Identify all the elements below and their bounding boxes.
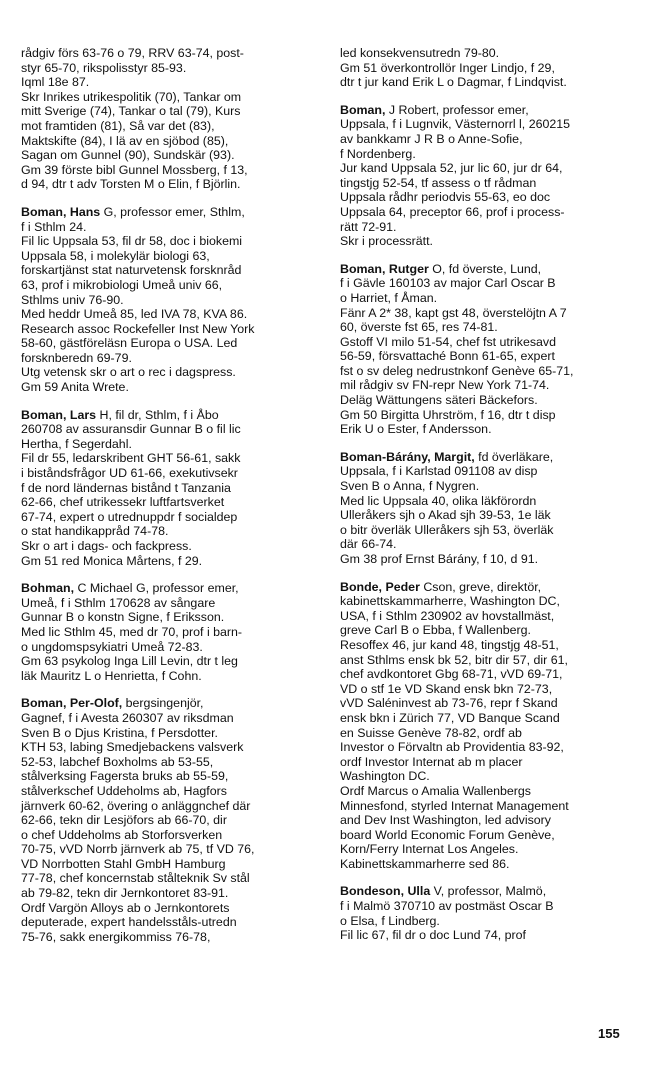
entry-text-line: Skr Inrikes utrikespolitik (70), Tankar om	[21, 89, 242, 104]
entry-text-line: Gm 38 prof Ernst Bárány, f 10, d 91.	[340, 552, 539, 566]
entry-heading-rest: C Michael G, professor emer,	[74, 581, 239, 596]
entry-surname: Boman-Bárány, Margit,	[340, 449, 475, 464]
entry-text-line: mil rådgiv sv FN-repr New York 71-74.	[340, 378, 550, 393]
entry-text-line: mot framtiden (81), Så var det (83),	[21, 118, 215, 133]
entry-text-line: 75-76, sakk energikommiss 76-78,	[21, 929, 211, 944]
entry-text-line: Ordf Marcus o Amalia Wallenbergs	[340, 783, 531, 798]
entry-heading	[340, 103, 640, 118]
entry-text-line: 58-60, gästföreläsn Europa o USA. Led	[21, 336, 238, 351]
entry-text-line: f i Malmö 370710 av postmäst Oscar B	[340, 899, 554, 914]
entry-text-line: mitt Sverige (74), Tankar o tal (79), Kurs	[21, 104, 241, 119]
entry-text-line: Gm 51 red Monica Mårtens, f 29.	[21, 553, 203, 568]
entry-text-line: Med lic Sthlm 45, med dr 70, prof i barn-	[21, 624, 243, 639]
entry-text-line: Jur kand Uppsala 52, jur lic 60, jur dr 64,	[340, 161, 563, 176]
entry-text-line: Ordf Vargön Alloys ab o Jernkontorets	[21, 900, 230, 915]
entry-text-line: f i Gävle 160103 av major Carl Oscar B	[340, 276, 556, 291]
directory-entry	[340, 884, 640, 942]
entry-surname: Bohman,	[21, 581, 75, 596]
entry-heading	[340, 884, 640, 899]
entry-text-line: Sthlms univ 76-90.	[21, 292, 124, 307]
entry-text-line: o ungdomspsykiatri Umeå 72-83.	[21, 639, 203, 654]
entry-text-line: 60, överste fst 65, res 74-81.	[340, 320, 498, 335]
entry-text-line: Sagan om Gunnel (90), Sundskär (93).	[21, 148, 235, 163]
entry-text-line: Fil dr 55, ledarskribent GHT 56-61, sakk	[21, 451, 241, 466]
entry-text-line: 62-66, tekn dir Lesjöfors ab 66-70, dir	[21, 813, 227, 828]
entry-text-line: Kabinettskammarherre sed 86.	[340, 856, 510, 871]
entry-heading	[340, 450, 640, 465]
entry-text-line: anst Sthlms ensk bk 52, bitr dir 57, dir 61,	[340, 652, 568, 667]
entry-text-line: greve Carl B o Ebba, f Wallenberg.	[340, 623, 532, 638]
entry-text-line: 70-75, vVD Norrb järnverk ab 75, tf VD 76,	[21, 842, 255, 857]
entry-text-line: järnverk 60-62, övering o anläggnchef där	[21, 798, 251, 813]
entry-text-line: o bitr överläk Ulleråkers sjh 53, överläk	[340, 522, 554, 537]
entry-text-line: ensk bkn i Zürich 77, VD Banque Scand	[340, 710, 560, 725]
entry-text-line: ab 79-82, tekn dir Jernkontoret 83-91.	[21, 886, 229, 901]
directory-entry	[21, 205, 321, 395]
entry-heading-rest: J Robert, professor emer,	[385, 102, 529, 117]
entry-text-line: tingstjg 52-54, tf assess o tf rådman	[340, 175, 537, 190]
entry-text-line: Sven B o Djus Kristina, f Persdotter.	[21, 725, 218, 740]
entry-text-line: Gm 63 psykolog Inga Lill Levin, dtr t leg	[21, 654, 238, 669]
entry-text-line: Resoffex 46, jur kand 48, tingstjg 48-51,	[340, 637, 559, 652]
entry-surname: Boman,	[340, 261, 386, 276]
entry-text-line: Uppsala rådhr periodvis 55-63, eo doc	[340, 190, 551, 205]
directory-entry	[340, 580, 640, 872]
entry-text-line: Research assoc Rockefeller Inst New York	[21, 321, 255, 336]
entry-text-line: f i Sthlm 24.	[21, 219, 87, 234]
entry-heading-rest: bergsingenjör,	[122, 696, 204, 711]
entry-text-line: Med heddr Umeå 85, led IVA 78, KVA 86.	[21, 307, 248, 322]
entry-text-line: forskartjänst stat naturvetensk forsknråd	[21, 263, 242, 278]
entry-text-line: Uppsala, f i Karlstad 091108 av disp	[340, 464, 538, 479]
page-number: 155	[598, 1026, 620, 1041]
entry-heading	[340, 262, 640, 277]
entry-text-line: rätt 72-91.	[340, 219, 397, 234]
entry-heading-rest: G, professor emer, Sthlm,	[100, 204, 245, 219]
entry-text-line: o stat handikappråd 74-78.	[21, 524, 169, 539]
entry-text-line: där 66-74.	[340, 537, 397, 552]
directory-entry	[21, 581, 321, 683]
entry-given-name: Lars	[69, 407, 97, 422]
entry-text-line: stålverksing Fagersta bruks ab 55-59,	[21, 769, 229, 784]
entry-text-line: Skr o art i dags- och fackpress.	[21, 539, 192, 553]
entry-text-line: en Suisse Genève 78-82, ordf ab	[340, 725, 522, 740]
entry-text-line: Med lic Uppsala 40, olika läkförordn	[340, 493, 537, 508]
directory-entry	[340, 46, 640, 90]
entry-text-line: o Harriet, f Åman.	[340, 290, 438, 305]
entry-given-name: Hans	[69, 204, 101, 219]
entry-text-line: ordf Investor Internat ab m placer	[340, 754, 523, 769]
entry-text-line: Iqml 18e 87.	[21, 75, 90, 90]
entry-text-line: Gm 51 överkontrollör Inger Lindjo, f 29,	[340, 60, 555, 75]
entry-text-line: and Dev Inst Washington, led advisory	[340, 813, 551, 828]
entry-surname: Boman,	[340, 102, 386, 117]
entry-text-line: Gm 50 Birgitta Uhrström, f 16, dtr t disp	[340, 407, 556, 422]
directory-entry	[21, 46, 321, 192]
entry-text-line: i biståndsfrågor UD 61-66, exekutivsekr	[21, 466, 238, 481]
entry-heading	[21, 581, 321, 596]
entry-heading-rest: O, fd överste, Lund,	[428, 261, 542, 276]
entry-text-line: Ulleråkers sjh o Akad sjh 39-53, 1e läk	[340, 508, 551, 523]
entry-text-line: USA, f i Sthlm 230902 av hovstallmäst,	[340, 608, 555, 623]
entry-text-line: Gm 39 förste bibl Gunnel Mossberg, f 13,	[21, 162, 248, 177]
entry-text-line: Skr i processrätt.	[340, 234, 433, 249]
entry-text-line: board World Economic Forum Genève,	[340, 827, 555, 842]
entry-text-line: forsknberedn 69-79.	[21, 350, 132, 365]
entry-heading	[340, 580, 640, 595]
entry-text-line: stålverkschef Uddeholms ab, Hagfors	[21, 783, 227, 798]
entry-text-line: Uppsala 64, preceptor 66, prof i process-	[340, 204, 565, 219]
entry-heading-rest: V, professor, Malmö,	[430, 884, 547, 899]
entry-text-line: Hertha, f Segerdahl.	[21, 436, 132, 451]
entry-text-line: 62-66, chef utrikessekr luftfartsverket	[21, 495, 225, 510]
entry-text-line: Fil lic 67, fil dr o doc Lund 74, prof	[340, 928, 526, 943]
directory-entry	[21, 408, 321, 569]
entry-heading	[21, 696, 321, 711]
entry-text-line: dtr t jur kand Erik L o Dagmar, f Lindqvist.	[340, 75, 567, 90]
entry-text-line: o Elsa, f Lindberg.	[340, 913, 440, 928]
entry-text-line: deputerade, expert handelsståls-utredn	[21, 915, 237, 930]
right-column	[340, 46, 640, 956]
entry-heading	[21, 408, 321, 423]
entry-text-line: o chef Uddeholms ab Storforsverken	[21, 827, 223, 842]
left-column	[21, 46, 321, 957]
entry-text-line: 67-74, expert o utrednuppdr f socialdep	[21, 509, 238, 524]
entry-text-line: Investor o Förvaltn ab Providentia 83-92,	[340, 740, 564, 755]
entry-text-line: VD Norrbotten Stahl GmbH Hamburg	[21, 856, 226, 871]
entry-text-line: f Nordenberg.	[340, 146, 416, 161]
directory-entry	[340, 262, 640, 437]
entry-heading-rest: Cson, greve, direktör,	[419, 579, 542, 594]
entry-text-line: Erik U o Ester, f Andersson.	[340, 422, 492, 437]
directory-entry	[340, 450, 640, 567]
entry-given-name: Rutger	[388, 261, 429, 276]
entry-text-line: led konsekvensutredn 79-80.	[340, 46, 500, 60]
entry-text-line: 260708 av assuransdir Gunnar B o fil lic	[21, 422, 241, 437]
entry-surname: Bonde,	[340, 579, 382, 594]
entry-text-line: Utg vetensk skr o art o rec i dagspress.	[21, 365, 236, 380]
entry-text-line: f de nord ländernas bistånd t Tanzania	[21, 480, 231, 495]
entry-text-line: kabinettskammarherre, Washington DC,	[340, 594, 560, 609]
entry-heading	[21, 205, 321, 220]
entry-text-line: Fänr A 2* 38, kapt gst 48, överstelöjtn A 7	[340, 305, 567, 320]
entry-given-name: Ulla	[407, 884, 431, 899]
directory-entry	[340, 103, 640, 249]
entry-text-line: Uppsala 58, i molekylär biologi 63,	[21, 248, 210, 263]
entry-text-line: 56-59, försvattaché Bonn 61-65, expert	[340, 349, 555, 364]
entry-surname: Bondeson,	[340, 884, 405, 899]
entry-text-line: styr 65-70, rikspolisstyr 85-93.	[21, 60, 187, 75]
entry-text-line: Deläg Wättungens säteri Bäckefors.	[340, 393, 538, 408]
entry-text-line: Gstoff VI milo 51-54, chef fst utrikesavd	[340, 334, 557, 349]
entry-text-line: KTH 53, labing Smedjebackens valsverk	[21, 740, 244, 755]
entry-text-line: fst o sv deleg nedrustnkonf Genève 65-71,	[340, 363, 574, 378]
entry-given-name: Peder	[385, 579, 420, 594]
entry-heading-rest: fd överläkare,	[474, 449, 554, 464]
entry-text-line: d 94, dtr t adv Torsten M o Elin, f Björlin.	[21, 177, 241, 192]
entry-text-line: Gagnef, f i Avesta 260307 av riksdman	[21, 710, 234, 725]
entry-text-line: Fil lic Uppsala 53, fil dr 58, doc i biokemi	[21, 234, 243, 249]
entry-text-line: 63, prof i mikrobiologi Umeå univ 66,	[21, 277, 223, 292]
entry-text-line: chef avdkontoret Gbg 68-71, vVD 69-71,	[340, 667, 563, 682]
entry-heading-rest: H, fil dr, Sthlm, f i Åbo	[96, 407, 219, 422]
entry-text-line: av bankkamr J R B o Anne-Sofie,	[340, 131, 523, 146]
directory-entry	[21, 696, 321, 944]
entry-text-line: Uppsala, f i Lugnvik, Västernorrl l, 260215	[340, 117, 571, 132]
entry-text-line: VD o stf 1e VD Skand ensk bkn 72-73,	[340, 681, 553, 696]
entry-text-line: Minnesfond, styrled Internat Management	[340, 798, 569, 813]
entry-text-line: vVD Saléninvest ab 73-76, repr f Skand	[340, 696, 558, 711]
entry-text-line: Korn/Ferry Internat Los Angeles.	[340, 842, 519, 857]
entry-text-line: Gunnar B o konstn Signe, f Eriksson.	[21, 610, 225, 625]
entry-text-line: Sven B o Anna, f Nygren.	[340, 479, 480, 494]
entry-text-line: 77-78, chef koncernstab stålteknik Sv stål	[21, 871, 250, 886]
entry-text-line: 52-53, labchef Boxholms ab 53-55,	[21, 754, 214, 769]
entry-text-line: läk Mauritz L o Henrietta, f Cohn.	[21, 668, 202, 683]
entry-surname: Boman, Per-Olof,	[21, 696, 123, 711]
entry-text-line: Washington DC.	[340, 769, 430, 784]
entry-text-line: Umeå, f i Sthlm 170628 av sångare	[21, 595, 216, 610]
entry-surname: Boman,	[21, 407, 67, 422]
entry-text-line: Gm 59 Anita Wrete.	[21, 380, 129, 395]
entry-surname: Boman,	[21, 204, 67, 219]
entry-text-line: rådgiv förs 63-76 o 79, RRV 63-74, post-	[21, 46, 244, 60]
entry-text-line: Maktskifte (84), I lä av en sjöbod (85),	[21, 133, 229, 148]
